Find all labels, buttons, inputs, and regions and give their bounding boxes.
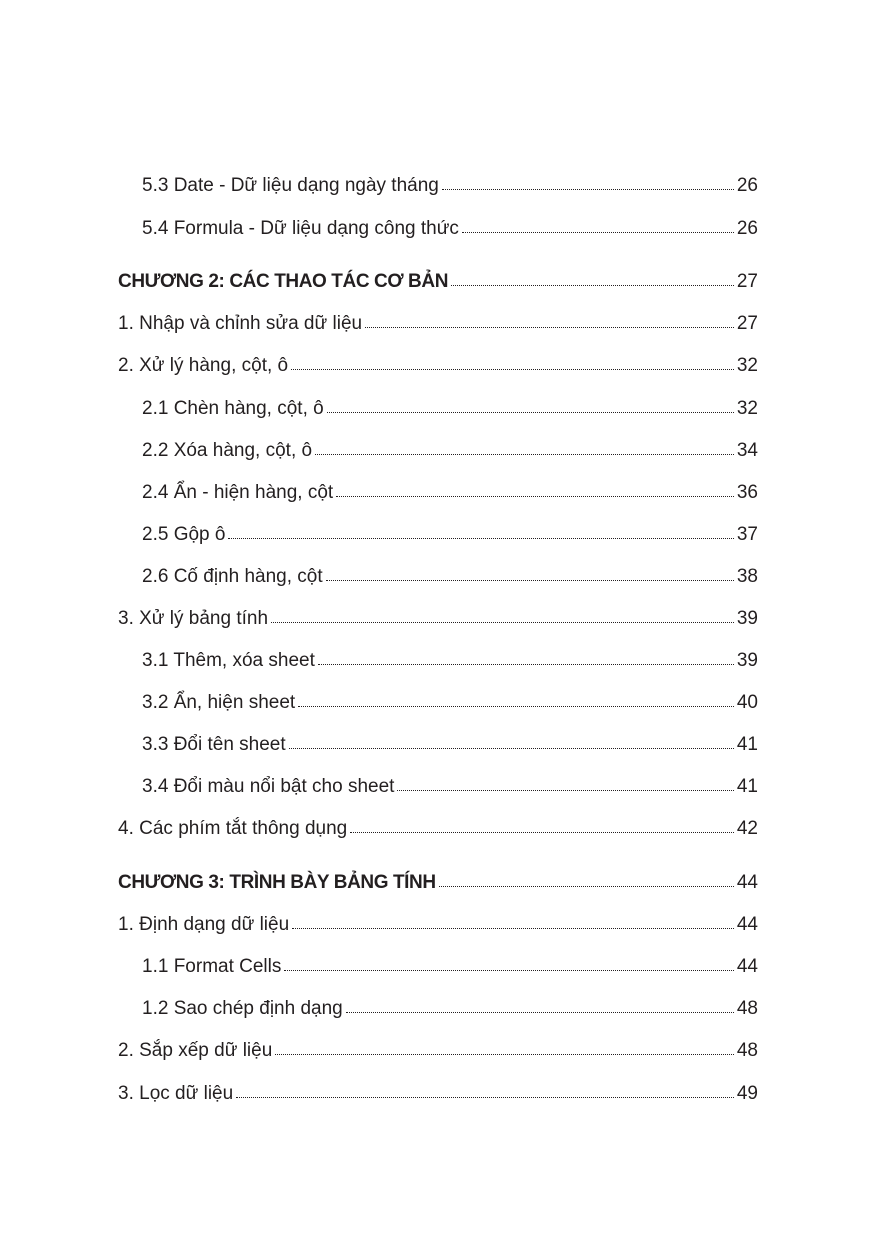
toc-chapter-2 (118, 268, 758, 296)
toc-entry-page: 41 (736, 776, 758, 797)
toc-entry-2-5 (142, 521, 758, 549)
toc-entry-c3-2 (118, 1037, 758, 1065)
toc-chapter-title: CHƯƠNG 2: CÁC THAO TÁC CƠ BẢN (118, 271, 449, 292)
toc-entry-2-2 (142, 437, 758, 465)
toc-entry-2-1 (142, 395, 758, 423)
toc-entry-title: 1.1 Format Cells (142, 956, 282, 977)
dot-leader (326, 578, 734, 581)
toc-entry-page: 34 (736, 440, 758, 461)
toc-entry-page: 38 (736, 566, 758, 587)
dot-leader (315, 452, 734, 455)
toc-entry-c3-1-2 (142, 995, 758, 1023)
toc-chapter-title: CHƯƠNG 3: TRÌNH BÀY BẢNG TÍNH (118, 872, 436, 893)
toc-entry-3-1 (142, 647, 758, 675)
toc-entry-title: 3.2 Ẩn, hiện sheet (142, 692, 296, 713)
toc-entry-title: 5.3 Date - Dữ liệu dạng ngày tháng (142, 175, 439, 196)
toc-entry-page: 44 (736, 872, 758, 893)
toc-entry-5-3 (142, 172, 758, 200)
toc-entry-page: 26 (736, 218, 758, 239)
dot-leader (275, 1052, 734, 1055)
dot-leader (365, 325, 734, 328)
toc-entry-title: 3.1 Thêm, xóa sheet (142, 650, 315, 671)
dot-leader (451, 283, 734, 286)
dot-leader (228, 536, 733, 539)
toc-entry-page: 40 (736, 692, 758, 713)
toc-entry-page: 36 (736, 482, 758, 503)
toc-entry-title: 1.2 Sao chép định dạng (142, 998, 343, 1019)
toc-entry-2-4 (142, 479, 758, 507)
dot-leader (271, 620, 734, 623)
toc-entry-page: 32 (736, 355, 758, 376)
dot-leader (327, 410, 734, 413)
toc-entry-page: 39 (736, 650, 758, 671)
dot-leader (284, 968, 733, 971)
toc-entry-3 (118, 605, 758, 633)
toc-entry-page: 48 (736, 998, 758, 1019)
toc-entry-page: 42 (736, 818, 758, 839)
toc-entry-title: 3.3 Đổi tên sheet (142, 734, 286, 755)
toc-entry-title: 2.1 Chèn hàng, cột, ô (142, 398, 324, 419)
toc-entry-title: 2. Sắp xếp dữ liệu (118, 1040, 273, 1061)
toc-entry-title: 2.4 Ẩn - hiện hàng, cột (142, 482, 334, 503)
toc-entry-title: 1. Nhập và chỉnh sửa dữ liệu (118, 313, 363, 334)
toc-entry-1 (118, 310, 758, 338)
toc-entry-page: 26 (736, 175, 758, 196)
toc-entry-title: 2. Xử lý hàng, cột, ô (118, 355, 289, 376)
toc-entry-title: 2.5 Gộp ô (142, 524, 226, 545)
toc-entry-title: 2.2 Xóa hàng, cột, ô (142, 440, 313, 461)
toc-chapter-3 (118, 869, 758, 897)
toc-entry-3-2 (142, 689, 758, 717)
dot-leader (318, 662, 734, 665)
toc-entry-page: 49 (736, 1083, 758, 1104)
dot-leader (236, 1095, 734, 1098)
dot-leader (336, 494, 734, 497)
toc-entry-title: 2.6 Cố định hàng, cột (142, 566, 323, 587)
toc-entry-c3-1-1 (142, 953, 758, 981)
toc-entry-page: 32 (736, 398, 758, 419)
dot-leader (291, 367, 734, 370)
dot-leader (397, 788, 733, 791)
dot-leader (462, 230, 734, 233)
toc-entry-title: 3.4 Đổi màu nổi bật cho sheet (142, 776, 395, 797)
dot-leader (346, 1010, 734, 1013)
dot-leader (350, 830, 734, 833)
toc-entry-page: 27 (736, 271, 758, 292)
toc-entry-title: 5.4 Formula - Dữ liệu dạng công thức (142, 218, 459, 239)
toc-entry-2-6 (142, 563, 758, 591)
toc-entry-page: 37 (736, 524, 758, 545)
dot-leader (439, 884, 734, 887)
toc-entry-page: 44 (736, 956, 758, 977)
toc-entry-title: 4. Các phím tắt thông dụng (118, 818, 348, 839)
toc-entry-2 (118, 352, 758, 380)
toc-entry-title: 3. Lọc dữ liệu (118, 1083, 234, 1104)
toc-entry-5-4 (142, 215, 758, 243)
dot-leader (292, 926, 734, 929)
toc-entry-title: 1. Định dạng dữ liệu (118, 914, 290, 935)
dot-leader (298, 704, 734, 707)
toc-entry-page: 39 (736, 608, 758, 629)
dot-leader (442, 187, 734, 190)
toc-entry-page: 44 (736, 914, 758, 935)
toc-entry-c3-3 (118, 1080, 758, 1108)
toc-entry-c3-1 (118, 911, 758, 939)
toc-entry-3-3 (142, 731, 758, 759)
toc-entry-page: 27 (736, 313, 758, 334)
toc-entry-title: 3. Xử lý bảng tính (118, 608, 269, 629)
toc-entry-4 (118, 815, 758, 843)
dot-leader (289, 746, 734, 749)
toc-entry-page: 48 (736, 1040, 758, 1061)
toc-entry-3-4 (142, 773, 758, 801)
toc-entry-page: 41 (736, 734, 758, 755)
